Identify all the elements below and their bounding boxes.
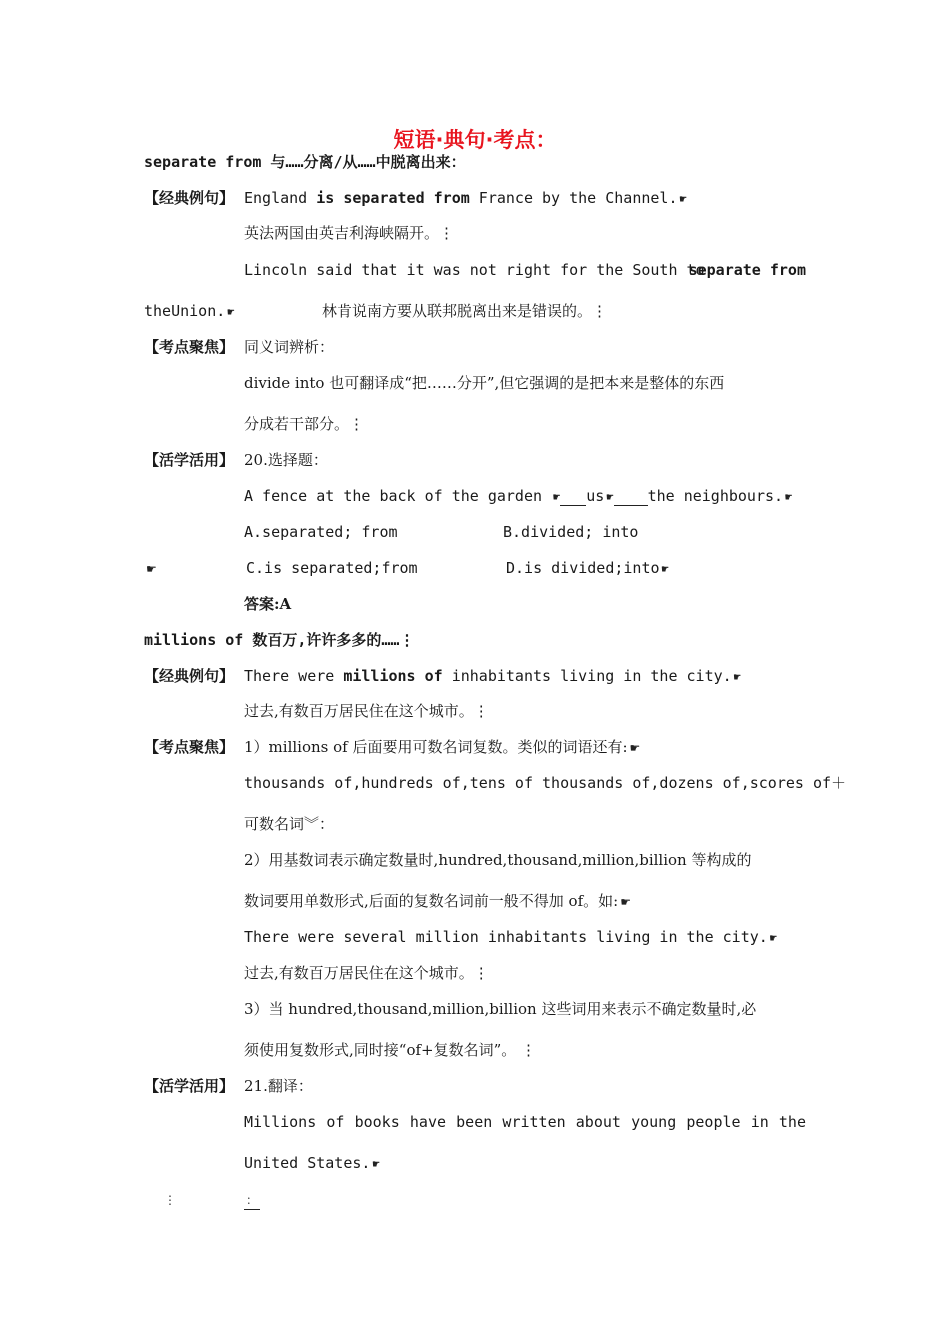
focus-heading: 同义词辨析： [244,338,335,356]
bold-phrase: is separated from [316,189,470,207]
hand-pointer-icon: ☛ [785,490,793,504]
hand-pointer-icon: ☛ [372,1157,380,1171]
focus-point-2-cont [244,892,631,911]
phrase-heading-millions-of: millions of 数百万,许许多多的……⋮ [144,631,415,649]
text: theUnion. [144,302,226,320]
focus-example-translation: 过去,有数百万居民住在这个城市。⋮ [244,964,489,982]
focus-point-1 [244,738,640,757]
text: Millions of books have been written about young people in the [244,1113,806,1131]
example-sentence-2 [244,261,806,279]
text: France by the Channel. [469,189,678,207]
text: inhabitants living in the city. [442,667,732,685]
blank-line [614,491,648,506]
hand-pointer-icon: ☛ [146,562,157,576]
focus-point-1-list: thousands of,hundreds of,tens of thousands of,dozens of,scores of＋ [244,774,846,792]
text: 1）millions of 后面要用可数名词复数。类似的词语还有: [244,738,628,756]
option-a: A.separated; from [244,523,398,541]
hand-pointer-icon: ☛ [620,895,631,909]
answer: 答案:A [244,595,292,613]
hand-pointer-icon: ☛ [733,670,741,684]
text: us [586,487,605,505]
text: United States. [244,1154,371,1172]
focus-example-sentence [244,928,777,947]
translation-question-line-2 [244,1154,380,1173]
text: the neighbours. [647,487,784,505]
hand-pointer-icon: ☛ [553,490,561,504]
option-d [506,559,669,578]
question-heading: 20.选择题： [244,451,328,469]
text: England [244,189,317,207]
paragraph-mark: ⋮ [164,1193,176,1207]
question-heading: 21.翻译： [244,1077,313,1095]
bold-phrase: millions of [343,667,443,685]
label-example: 【经典例句】 [144,667,235,685]
example-translation-3: 过去,有数百万居民住在这个城市。⋮ [244,702,489,720]
focus-point-3: 3）当 hundred,thousand,million,billion 这些词用来表示不确定数量时,必 [244,1000,757,1018]
hand-pointer-icon: ☛ [227,305,235,319]
label-practice: 【活学活用】 [144,1077,235,1095]
focus-point-1-end: 可数名词︾： [244,815,335,833]
translation-question-line-1 [244,1113,806,1131]
hand-pointer-icon: ☛ [769,931,778,945]
answer-blank: ： [244,1191,260,1210]
question-sentence [244,487,792,506]
label-focus: 【考点聚焦】 [144,338,235,356]
example-sentence-3 [244,667,741,686]
example-sentence-1 [244,189,687,208]
example-translation-2: 林肯说南方要从联邦脱离出来是错误的。⋮ [322,302,608,320]
label-example: 【经典例句】 [144,189,235,207]
focus-point-3-cont: 须使用复数形式,同时接“of+复数名词”。 ⋮ [244,1041,537,1059]
hand-pointer-icon: ☛ [661,562,669,576]
hand-pointer-icon: ☛ [629,741,641,755]
blank-line [560,491,586,506]
example-sentence-2-cont [144,302,235,321]
hand-pointer-icon: ☛ [679,192,687,206]
text: D.is divided;into [506,559,660,577]
hand-pointer-icon: ☛ [606,490,614,504]
text: 数词要用单数形式,后面的复数名词前一般不得加 of。如: [244,892,619,910]
bold-phrase: separate from [688,261,806,279]
option-b: B.divided; into [503,523,639,541]
text: Lincoln said that it was not right for the South to [244,261,705,279]
label-focus: 【考点聚焦】 [144,738,235,756]
page-title: 短语·典句·考点： [393,128,557,152]
text: A fence at the back of the garden [244,487,552,505]
example-translation-1: 英法两国由英吉利海峡隔开。⋮ [244,224,455,242]
text: There were several million inhabitants living in the city. [244,928,768,946]
focus-line-2: 分成若干部分。⋮ [244,415,365,433]
label-practice: 【活学活用】 [144,451,235,469]
phrase-heading-separate-from: separate from 与……分离/从……中脱离出来： [144,153,466,171]
option-c: C.is separated;from [246,559,418,577]
text: There were [244,667,344,685]
focus-line-1: divide into 也可翻译成“把……分开”,但它强调的是把本来是整体的东西 [244,374,725,392]
focus-point-2: 2）用基数词表示确定数量时,hundred,thousand,million,billion 等构成的 [244,851,752,869]
